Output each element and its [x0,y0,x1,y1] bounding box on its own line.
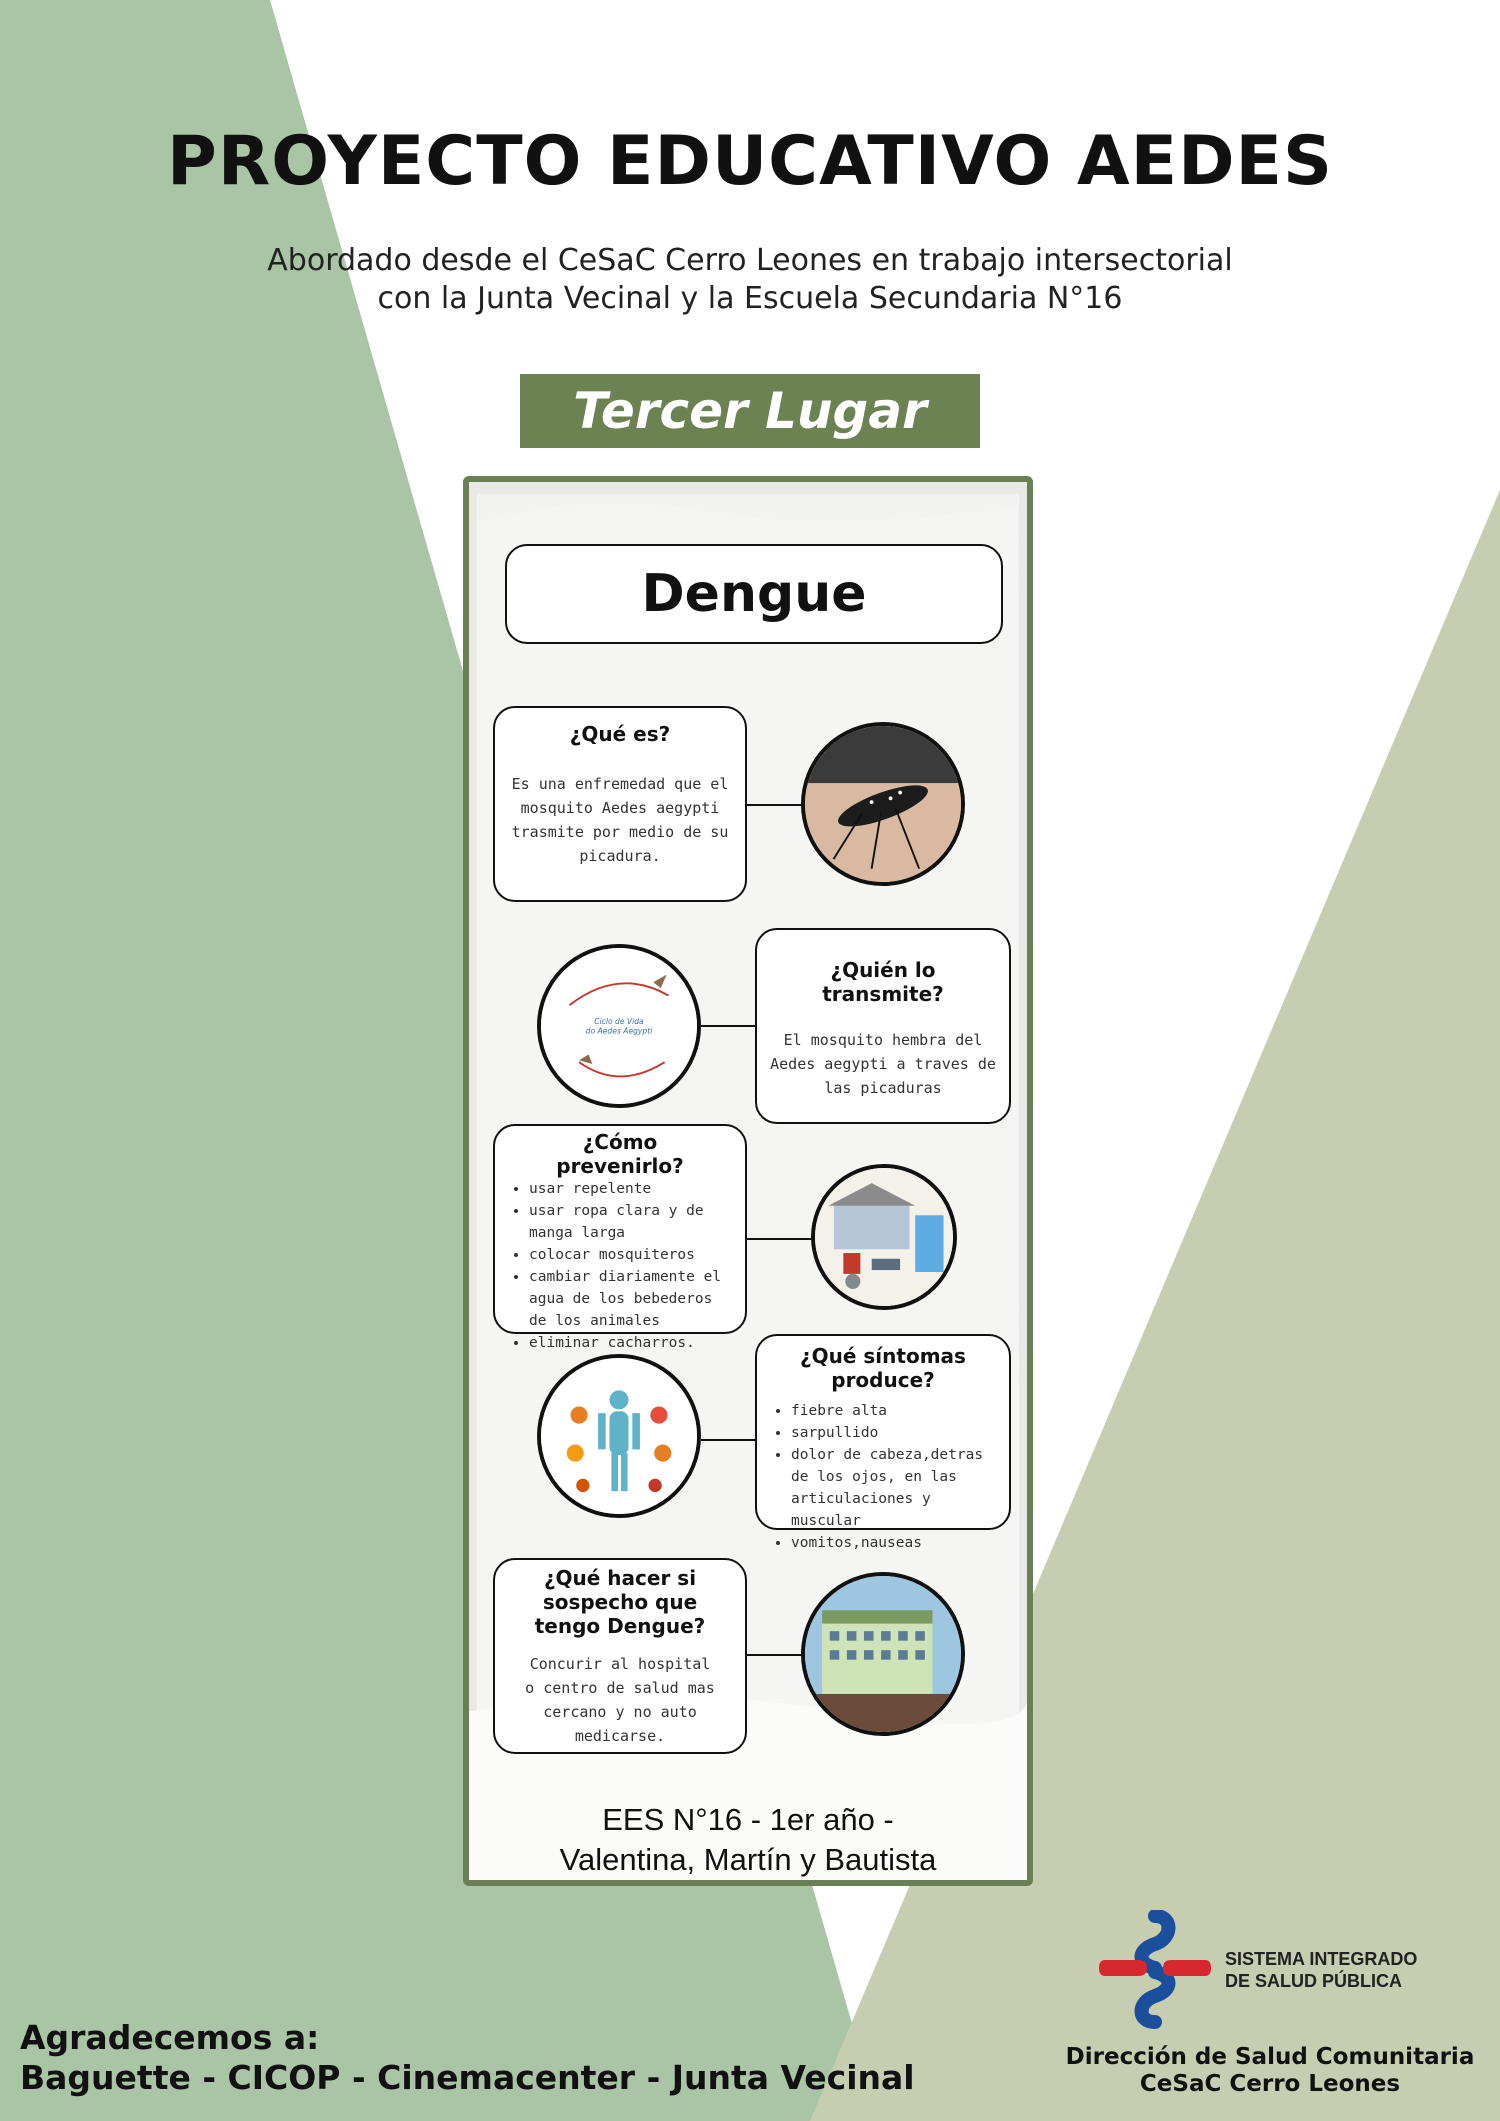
list-item: • usar ropa clara y de manga larga [529,1200,735,1244]
card-prevention [493,1124,747,1351]
what-to-do-text: Concurir al hospital o centro de salud mas cercano y no auto medicarse. [525,1655,715,1745]
health-system-logo-icon [1095,1910,1215,2030]
dengue-poster [463,476,1033,1886]
card-who-transmits [755,928,1011,1124]
logo-text [1225,1948,1417,1992]
dept-line-2: CeSaC Cerro Leones [1139,2071,1401,2097]
what-to-do-heading: ¿Qué hacer si sospecho que tengo Dengue? [534,1566,706,1638]
connector-4 [701,1439,757,1441]
life-cycle-caption: Ciclo de Vida [594,1017,644,1027]
connector-3 [747,1238,813,1240]
who-transmits-heading: ¿Quién lo transmite? [822,958,944,1006]
thanks-line-1: Agradecemos a: [20,2018,320,2057]
list-item: • usar repelente [529,1178,735,1200]
mosquito-photo-icon [801,722,965,886]
subtitle-line-2: con la Junta Vecinal y la Escuela Secundaria N°16 [377,281,1123,316]
subtitle-line-1: Abordado desde el CeSaC Cerro Leones en trabajo intersectorial [267,243,1233,278]
logo-line-2: DE SALUD PÚBLICA [1225,1971,1403,1991]
who-transmits-text: El mosquito hembra del Aedes aegypti a traves de las picaduras [770,1031,996,1097]
list-item: • cambiar diariamente el agua de los bebederos de los animales [529,1266,735,1332]
list-item: • colocar mosquiteros [529,1244,735,1266]
what-is-text: Es una enfremedad que el mosquito Aedes aegypti trasmite por medio de su picadura. [511,775,729,865]
page-subtitle [150,242,1350,318]
symptoms-heading: ¿Qué síntomas produce? [800,1344,966,1392]
prevention-heading: ¿Cómo prevenirlo? [556,1130,684,1178]
department-label [1060,2044,1480,2098]
list-item: • fiebre alta [791,1400,999,1422]
health-system-logo [1095,1910,1475,2030]
connector-5 [747,1654,803,1656]
thanks-block [20,2018,915,2098]
thanks-line-2: Baguette - CICOP - Cinemacenter - Junta Vecinal [20,2058,915,2097]
dept-line-1: Dirección de Salud Comunitaria [1065,2044,1475,2070]
logo-line-1: SISTEMA INTEGRADO [1225,1949,1418,1969]
page-title: PROYECTO EDUCATIVO AEDES [167,122,1333,201]
poster-credits [469,1800,1027,1880]
poster-title: Dengue [505,544,1003,644]
card-symptoms [755,1334,1011,1551]
prevention-list [505,1178,735,1354]
connector-2 [701,1025,757,1027]
list-item: • sarpullido [791,1422,999,1444]
what-is-heading: ¿Qué es? [569,722,671,746]
life-cycle-icon [537,944,701,1108]
symptoms-list [767,1400,999,1554]
card-what-is [493,706,747,902]
award-ribbon: Tercer Lugar [520,374,980,448]
svg-text:do Aedes Aegypti: do Aedes Aegypti [585,1026,653,1036]
list-item: • vomitos,nauseas [791,1532,999,1554]
card-what-to-do [493,1558,747,1754]
list-item: • eliminar cacharros. [529,1332,735,1354]
connector-1 [747,804,803,806]
credits-line-1: EES N°16 - 1er año - [602,1802,894,1837]
list-item: • dolor de cabeza,detras de los ojos, en las articulaciones y muscular [791,1444,999,1532]
hospital-icon [801,1572,965,1736]
credits-line-2: Valentina, Martín y Bautista [559,1842,937,1877]
prevention-illustration-icon [811,1164,957,1310]
body-symptoms-icon [537,1354,701,1518]
